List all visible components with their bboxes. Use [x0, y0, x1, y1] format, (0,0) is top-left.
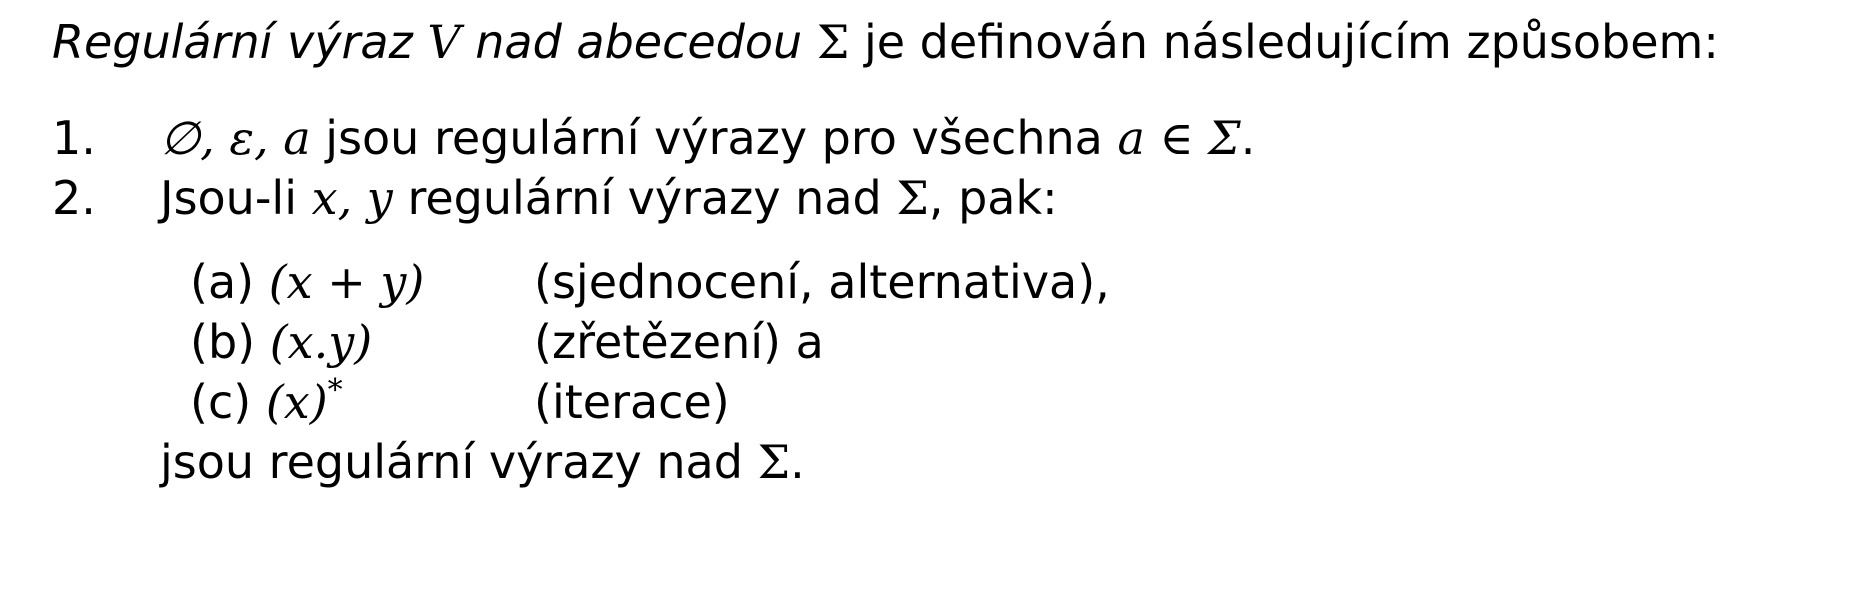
definition-rest: je definován následujícím způsobem:: [863, 15, 1719, 69]
subitem-a-desc: (sjednocení, alternativa),: [534, 255, 1110, 309]
subitem-b-expr: (x.y): [269, 315, 373, 369]
definition-variable: V: [427, 15, 461, 69]
conclusion: [160, 434, 805, 490]
item-2-sigma: Σ: [896, 171, 929, 225]
item-1-end: .: [1240, 111, 1256, 165]
item-1-number: 1.: [52, 111, 96, 165]
subitem-a: [190, 254, 424, 310]
subitem-b-label: (b): [190, 315, 256, 369]
item-2-text: regulární výrazy nad: [407, 171, 882, 225]
subitem-c: [190, 374, 343, 430]
item-2-vars: x, y: [311, 171, 393, 225]
definition-line: [52, 14, 1719, 70]
item-2-lead: Jsou-li: [160, 171, 297, 225]
item-1-math-head: ∅, ε, a: [160, 111, 311, 165]
definition-term: Regulární výraz: [52, 15, 413, 69]
definition-over-alphabet: nad abecedou: [475, 15, 803, 69]
item-1-text: jsou regulární výrazy pro všechna: [325, 111, 1103, 165]
item-1: [160, 110, 1255, 166]
subitem-b: [190, 314, 372, 370]
item-2-end: , pak:: [928, 171, 1058, 225]
subitem-a-label: (a): [190, 255, 255, 309]
conclusion-sigma: Σ: [757, 435, 791, 489]
conclusion-text: jsou regulární výrazy nad: [160, 435, 743, 489]
conclusion-end: .: [790, 435, 805, 489]
subitem-a-expr: (x + y): [268, 255, 425, 309]
item-1-math-tail: a ∈ Σ: [1117, 111, 1241, 165]
subitem-c-expr: (x): [265, 375, 328, 429]
item-2-number: 2.: [52, 171, 96, 225]
subitem-c-desc: (iterace): [534, 375, 730, 429]
definition-sigma: Σ: [816, 15, 850, 69]
subitem-c-label: (c): [190, 375, 252, 429]
subitem-b-desc: (zřetězení) a: [534, 315, 824, 369]
item-2: [160, 170, 1058, 226]
subitem-c-star: *: [327, 373, 343, 408]
